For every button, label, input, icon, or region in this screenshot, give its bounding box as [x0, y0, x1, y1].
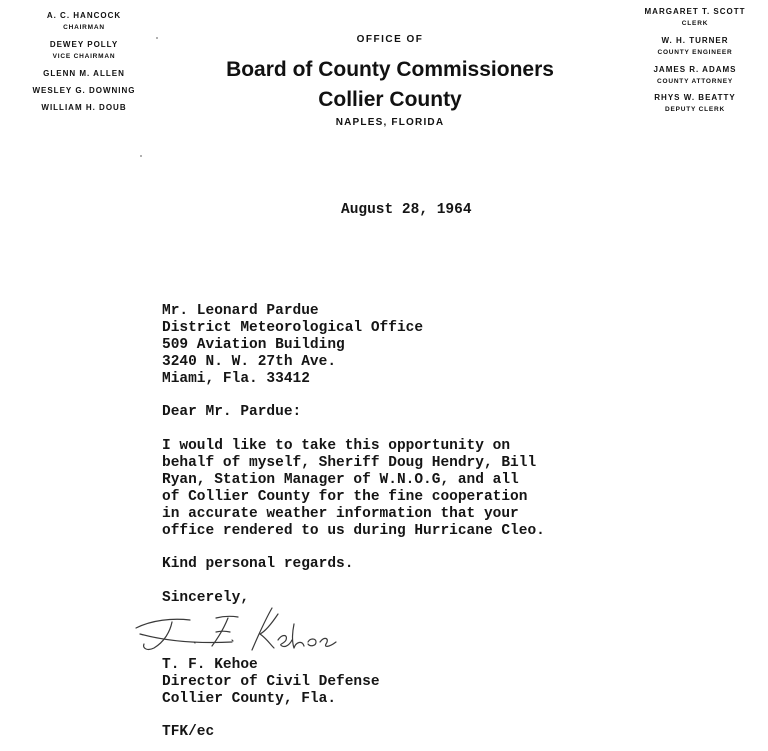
board-title: Board of County Commissioners: [226, 58, 554, 81]
handwritten-signature: [132, 604, 352, 656]
salutation: Dear Mr. Pardue:: [162, 404, 302, 420]
office-of-label: OFFICE OF: [356, 34, 424, 45]
letter-date: August 28, 1964: [341, 202, 472, 218]
vice-chairman-name: DEWEY POLLY: [49, 40, 119, 49]
deputy-clerk-name: RHYS W. BEATTY: [654, 93, 736, 102]
chairman-role: CHAIRMAN: [63, 24, 105, 31]
signer-name: T. F. Kehoe: [162, 657, 258, 673]
deputy-clerk-role: DEPUTY CLERK: [664, 106, 726, 113]
commissioner-name: WILLIAM H. DOUB: [41, 103, 127, 112]
attorney-name: JAMES R. ADAMS: [653, 65, 737, 74]
attorney-role: COUNTY ATTORNEY: [656, 78, 734, 85]
body-line: of Collier County for the fine cooperation: [162, 489, 528, 505]
vice-chairman-role: VICE CHAIRMAN: [52, 53, 116, 60]
address-line: Miami, Fla. 33412: [162, 371, 310, 387]
body-line: behalf of myself, Sheriff Doug Hendry, Bill: [162, 455, 537, 471]
signer-title: Director of Civil Defense: [162, 674, 380, 690]
body-line: in accurate weather information that your: [162, 506, 519, 522]
address-line: 3240 N. W. 27th Ave.: [162, 354, 337, 370]
valediction: Sincerely,: [162, 590, 250, 606]
signer-county: Collier County, Fla.: [162, 691, 337, 707]
county-title: Collier County: [318, 88, 462, 111]
engineer-role: COUNTY ENGINEER: [657, 49, 733, 56]
scan-speck: [156, 37, 158, 39]
body-line: Ryan, Station Manager of W.N.O.G, and all: [162, 472, 519, 488]
body-line: office rendered to us during Hurricane Cleo.: [162, 523, 545, 539]
closing-line: Kind personal regards.: [162, 556, 354, 572]
chairman-name: A. C. HANCOCK: [46, 11, 122, 20]
address-line: 509 Aviation Building: [162, 337, 345, 353]
reference-initials: TFK/ec: [162, 724, 215, 740]
scan-speck: [140, 155, 142, 157]
clerk-name: MARGARET T. SCOTT: [644, 7, 746, 16]
address-line: District Meteorological Office: [162, 320, 424, 336]
commissioner-name: WESLEY G. DOWNING: [32, 86, 136, 95]
commissioner-name: GLENN M. ALLEN: [43, 69, 125, 78]
location-label: NAPLES, FLORIDA: [335, 117, 445, 128]
clerk-role: CLERK: [681, 20, 709, 27]
address-line: Mr. Leonard Pardue: [162, 303, 319, 319]
body-line: I would like to take this opportunity on: [162, 438, 511, 454]
engineer-name: W. H. TURNER: [661, 36, 729, 45]
